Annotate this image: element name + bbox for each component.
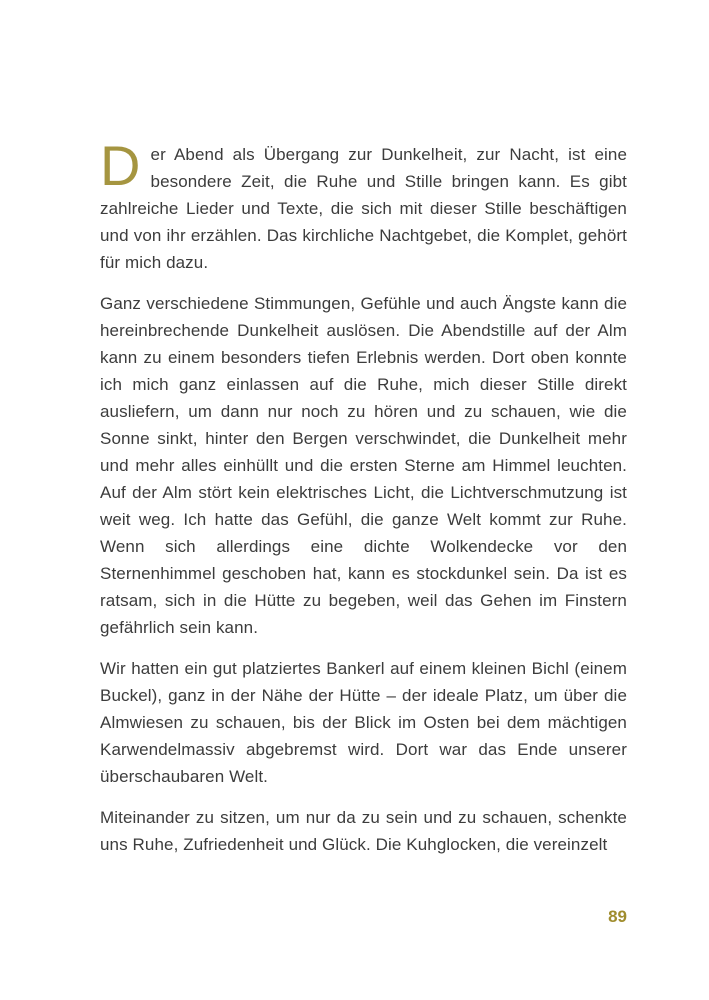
paragraph-3: Wir hatten ein gut platziertes Bankerl auf einem kleinen Bichl (einem Buckel), ganz in der Nähe der Hütte – der ideale Platz, um über die Almwiesen zu schauen, bis der Blick im Osten bei dem mächtigen Karwendelmassiv abgebremst wird. Dort war das Ende unserer überschaubaren Welt.	[100, 659, 627, 786]
paragraph-4: Miteinander zu sitzen, um nur da zu sein und zu schauen, schenkte uns Ruhe, Zufriedenheit und Glück. Die Kuhglocken, die vereinzelt	[100, 808, 627, 854]
page-number: 89	[608, 907, 627, 926]
paragraph-1	[100, 134, 627, 276]
paragraph-2: Ganz verschiedene Stimmungen, Gefühle und auch Ängste kann die hereinbrechende Dunkelheit auslösen. Die Abendstille auf der Alm kann zu einem besonders tiefen Erlebnis werden. Dort oben konnte ich mich ganz einlassen auf die Ruhe, mich dieser Stille direkt ausliefern, um dann nur noch zu hören und zu schauen, wie die Sonne sinkt, hinter den Bergen verschwindet, die Dunkelheit mehr und mehr alles einhüllt und die ersten Sterne am Himmel leuchten. Auf der Alm stört kein elektrisches Licht, die Lichtverschmutzung ist weit weg. Ich hatte das Gefühl, die ganze Welt kommt zur Ruhe. Wenn sich allerdings eine dichte Wolkendecke vor den Sternenhimmel geschoben hat, kann es stockdunkel sein. Da ist es ratsam, sich in die Hütte zu begeben, weil das Gehen im Finstern gefährlich sein kann.	[100, 294, 627, 637]
text-block	[100, 134, 627, 858]
drop-cap: D	[100, 134, 141, 197]
paragraph-1-text: er Abend als Übergang zur Dunkelheit, zur Nacht, ist eine besondere Zeit, die Ruhe und Stille bringen kann. Es gibt zahlreiche Lieder und Texte, die sich mit dieser Stille beschäftigen und von ihr erzählen. Das kirchliche Nachtgebet, die Komplet, gehört für mich dazu.	[100, 145, 627, 272]
